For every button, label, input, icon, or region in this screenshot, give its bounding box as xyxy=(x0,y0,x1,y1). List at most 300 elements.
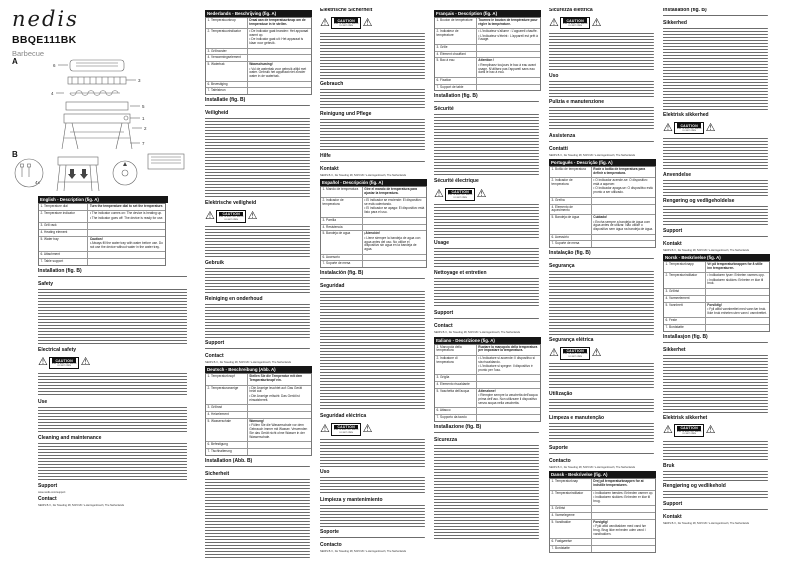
table-row xyxy=(664,318,769,325)
part-description xyxy=(248,49,311,55)
table-row xyxy=(435,375,540,382)
caution-title: CAUTION xyxy=(52,358,76,363)
svg-text:3: 3 xyxy=(138,78,141,83)
part-description xyxy=(592,539,655,545)
caution-open-line: DO NOT OPEN xyxy=(339,25,353,28)
table-row xyxy=(206,88,311,94)
section-contact-it: Contatti xyxy=(549,146,568,152)
table-row xyxy=(39,211,165,223)
figure-b-label: B xyxy=(12,150,18,159)
table-row xyxy=(39,204,165,211)
body-text-placeholder xyxy=(549,453,656,456)
svg-text:4: 4 xyxy=(51,91,54,96)
part-description: • The indicator comes on: The device is heating up. • The indicator goes off: The device is ready for use. xyxy=(89,211,164,220)
svg-text:7: 7 xyxy=(142,141,145,146)
body-text-placeholder xyxy=(434,101,541,104)
contact-address: NEDIS B.V., De Tweeling 28, 5215 MC 's-Hertogenbosch, The Netherlands xyxy=(320,174,407,177)
description-table-nl xyxy=(205,17,312,95)
table-row xyxy=(550,205,655,216)
body-text-placeholder xyxy=(663,471,770,481)
caution-risk-line: RISK OF ELECTRIC SHOCK xyxy=(51,362,77,365)
table-row xyxy=(550,513,655,520)
body-text-placeholder xyxy=(663,15,770,18)
part-label: 1. Botão de temperatura xyxy=(550,167,592,177)
part-label: 2. Temperaturindikator xyxy=(550,491,592,506)
caution-warning-box xyxy=(38,355,190,371)
part-description: Attention ! • Remplissez toujours le bac à eau avant usage. N'utilisez pas l'appareil sans eau dans le bac à eau. xyxy=(478,58,536,75)
section-cleaning-da: Rengøring og vedligeholdelse xyxy=(663,198,735,204)
section-support-it: Assistenza xyxy=(549,133,576,139)
figure-b-illustration xyxy=(8,152,190,194)
warning-triangle-icon: ⚠ xyxy=(320,422,330,435)
part-label: 5. Bandeja de agua xyxy=(321,231,363,253)
figure-a-illustration xyxy=(38,58,170,152)
table-row xyxy=(435,415,540,421)
table-row xyxy=(664,289,769,296)
column-5 xyxy=(663,8,770,560)
part-description: • L'indicatore si accende: Il dispositivo si sta riscaldando. • L'indicatore si spegne: Il dispositivo è pronto per l'uso. xyxy=(478,355,535,372)
part-label: 4. Heizelement xyxy=(206,412,248,418)
section-contact-de: Kontakt xyxy=(320,166,339,172)
part-description xyxy=(592,506,655,512)
part-description: Ruotare la manopola della temperatura per impostare la temperatura. xyxy=(478,344,538,353)
part-label: 6. Bevestiging xyxy=(206,82,248,88)
part-label: 7. Soporte de mesa xyxy=(321,261,363,267)
part-description: • El indicador se enciende: El dispositivo se está calentando. • El indicador se apaga: El dispositivo está listo para el uso. xyxy=(364,198,425,215)
description-table-no xyxy=(663,261,770,332)
section-electrical-safety-es: Seguridad eléctrica xyxy=(320,413,367,420)
body-text-placeholder xyxy=(38,443,190,481)
caution-label-box xyxy=(445,188,475,201)
part-description: Rode o botão de temperatura para definir a temperatura. xyxy=(593,167,646,175)
body-text-placeholder xyxy=(320,278,427,281)
body-text-placeholder xyxy=(38,373,190,397)
part-description: • Die Anzeige leuchtet auf: Das Gerät heizt auf. • Die Anzeige erlischt: Das Gerät ist einsatzbereit. xyxy=(249,385,302,402)
part-label: 3. Griglia xyxy=(435,375,477,381)
part-label: 5. Wasserschale xyxy=(206,419,248,441)
table-row xyxy=(550,546,655,552)
body-text-placeholder xyxy=(663,28,770,110)
section-use-en: Use xyxy=(38,398,48,405)
body-text-placeholder xyxy=(38,276,190,279)
part-label: 6. Accesorio xyxy=(321,255,363,261)
table-row xyxy=(550,235,655,242)
table-row xyxy=(550,198,655,205)
body-text-placeholder xyxy=(549,399,656,413)
caution-warning-box xyxy=(549,345,656,361)
part-description xyxy=(248,449,311,455)
caution-warning-box xyxy=(663,423,770,439)
table-row xyxy=(39,223,165,230)
section-contact-es: Contacto xyxy=(320,542,342,549)
body-text-placeholder xyxy=(320,537,427,540)
warning-triangle-icon: ⚠ xyxy=(591,346,602,359)
caution-title: CAUTION xyxy=(334,425,358,430)
section-support-nl: Support xyxy=(205,340,225,347)
body-text-placeholder xyxy=(434,248,541,268)
section-installation-en: Installation (fig. B) xyxy=(38,267,82,274)
body-text-placeholder xyxy=(663,342,770,345)
caution-risk-line: RISK OF ELECTRIC SHOCK xyxy=(562,23,588,26)
part-description xyxy=(248,88,311,94)
description-table-da xyxy=(549,478,656,552)
part-description xyxy=(88,259,165,265)
section-use-no: Bruk xyxy=(663,462,675,469)
part-description: Forsigtig! • Fyld altid vandbakken med vand før brug. Brug ikke enheden uden vand i vandbakken. xyxy=(593,519,646,536)
body-text-placeholder xyxy=(205,479,312,560)
part-description xyxy=(706,289,769,295)
body-text-placeholder xyxy=(663,491,770,499)
warning-triangle-icon: ⚠ xyxy=(434,187,444,200)
table-row xyxy=(206,449,311,455)
caution-open-line: DO NOT OPEN xyxy=(568,355,582,358)
table-row xyxy=(550,539,655,546)
section-safety-da: Sikkerhed xyxy=(663,20,687,26)
table-row xyxy=(550,178,655,197)
part-label: 3. Grillrost xyxy=(206,405,248,411)
body-text-placeholder xyxy=(663,206,770,226)
description-table-pt xyxy=(549,166,656,248)
contact-address: NEDIS B.V., De Tweeling 28, 5215 MC 's-Hertogenbosch, The Netherlands xyxy=(434,331,521,335)
part-description xyxy=(706,325,769,331)
body-text-placeholder xyxy=(434,204,541,238)
support-url: www.nedis.com/support xyxy=(38,490,66,494)
part-description: Tournez le bouton de température pour régler la température. xyxy=(478,18,538,26)
caution-risk-line: RISK OF ELECTRIC SHOCK xyxy=(333,429,359,432)
part-label: 4. Elemento de aquecimento xyxy=(550,205,592,215)
table-row xyxy=(435,85,540,91)
part-label: 7. Tischhalterung xyxy=(206,449,248,455)
table-row xyxy=(321,255,426,262)
caution-warning-box xyxy=(320,421,427,437)
model-number: BBQE111BK xyxy=(12,34,77,46)
section-use-da: Anvendelse xyxy=(663,172,692,178)
part-label: 1. Bouton de température xyxy=(435,18,477,28)
table-row xyxy=(206,18,311,29)
caution-label-box xyxy=(560,17,590,30)
section-use-it: Uso xyxy=(549,73,559,79)
section-electrical-safety-pt: Segurança elétrica xyxy=(549,337,594,344)
caution-label-box xyxy=(331,423,361,436)
part-description xyxy=(248,412,311,418)
part-label: 7. Tafelsteun xyxy=(206,88,248,94)
part-description xyxy=(592,546,655,552)
part-label: 4. Heating element xyxy=(39,230,88,236)
section-cleaning-pt: Limpeza e manutenção xyxy=(549,415,605,422)
section-safety-de: Sicherheit xyxy=(205,470,230,477)
part-description xyxy=(363,261,426,267)
section-installation-pt: Instalação (fig. B) xyxy=(549,250,591,257)
caution-warning-box xyxy=(320,15,427,31)
part-label: 6. Acessório xyxy=(550,235,592,241)
section-installation-no: Installasjon (fig. B) xyxy=(663,333,708,340)
part-description xyxy=(248,55,311,61)
table-row xyxy=(321,231,426,254)
caution-open-line: DO NOT OPEN xyxy=(453,196,467,199)
body-text-placeholder xyxy=(38,289,190,345)
warning-triangle-icon: ⚠ xyxy=(38,356,48,369)
caution-open-line: DO NOT OPEN xyxy=(682,433,696,436)
body-text-placeholder xyxy=(320,439,427,467)
part-label: 5. Vannbrett xyxy=(664,303,706,318)
part-description: Turn the temperature dial to set the temperature. xyxy=(89,204,164,208)
product-name: Barbecue xyxy=(12,49,45,58)
warning-triangle-icon: ⚠ xyxy=(247,209,258,222)
table-row xyxy=(206,62,311,81)
section-support-da: Support xyxy=(663,228,683,234)
body-text-placeholder xyxy=(205,226,312,258)
lang-header-it: Italiano - Descrizione (fig. A) xyxy=(434,337,541,344)
part-description: Vri på temperaturknappen for å stille inn temperaturen. xyxy=(707,262,763,270)
part-label: 1. Mando de temperatura xyxy=(321,187,363,197)
part-label: 7. Bordstøtte xyxy=(664,325,706,331)
part-label: 4. Varmelegeme xyxy=(550,513,592,519)
part-label: 1. Temperatuurknop xyxy=(206,18,248,28)
part-description: • Indikatoren lyser: Enheten varmes opp. • Indikatoren slukkes: Enheten er klar til bruk. xyxy=(707,273,765,286)
body-text-placeholder xyxy=(663,441,770,461)
warning-triangle-icon: ⚠ xyxy=(320,16,330,29)
part-label: 1. Temperature dial xyxy=(39,204,88,210)
part-label: 6. Attachment xyxy=(39,252,88,258)
warning-triangle-icon: ⚠ xyxy=(591,16,602,29)
caution-risk-line: RISK OF ELECTRIC SHOCK xyxy=(562,353,588,356)
caution-open-line: DO NOT OPEN xyxy=(339,431,353,434)
section-use-fr: Usage xyxy=(434,240,450,247)
table-row xyxy=(206,412,311,419)
caution-label-box xyxy=(331,17,361,30)
screw-count-label: 4x xyxy=(35,180,40,185)
part-label: 6. Befestigung xyxy=(206,442,248,448)
section-installation-fr: Installation (fig. B) xyxy=(434,93,478,100)
table-row xyxy=(550,241,655,247)
part-description xyxy=(706,296,769,302)
body-text-placeholder xyxy=(320,33,427,79)
table-row xyxy=(206,55,311,62)
part-label: 2. Indicatore di temperatura xyxy=(435,356,477,374)
body-text-placeholder xyxy=(320,119,427,151)
part-label: 3. Grelha xyxy=(550,198,592,204)
table-row xyxy=(664,296,769,303)
body-text-placeholder xyxy=(663,509,770,512)
part-description xyxy=(88,252,165,258)
body-text-placeholder xyxy=(320,89,427,109)
lang-header-nl: Nederlands - Beschrijving (fig. A) xyxy=(205,10,312,17)
part-label: 5. Waterbak xyxy=(206,62,248,80)
table-row xyxy=(550,167,655,178)
part-label: 4. Élément chauffant xyxy=(435,52,477,58)
body-text-placeholder xyxy=(549,271,656,335)
table-row xyxy=(435,408,540,415)
section-electrical-safety-nl: Elektrische veiligheid xyxy=(205,200,257,207)
body-text-placeholder xyxy=(549,81,656,97)
body-text-placeholder xyxy=(205,304,312,338)
lang-header-de: Deutsch - Beschreibung (Abb. A) xyxy=(205,366,312,373)
section-installation-de: Installation (Abb. B) xyxy=(205,457,253,464)
table-row xyxy=(206,29,311,48)
part-description xyxy=(477,408,540,414)
part-description xyxy=(248,405,311,411)
part-description xyxy=(88,230,165,236)
table-row xyxy=(206,442,311,449)
column-1 xyxy=(205,8,312,560)
body-text-placeholder xyxy=(38,407,190,433)
part-label: 5. Vandbakke xyxy=(550,520,592,538)
caution-risk-line: RISK OF ELECTRIC SHOCK xyxy=(676,128,702,131)
part-description: Attenzione! • Riempire sempre la vaschetta dell'acqua prima dell'uso. Non utilizzare il dispositivo senza acqua nella vaschetta. xyxy=(478,388,538,405)
table-row xyxy=(206,374,311,385)
part-label: 5. Vaschetta dell'acqua xyxy=(435,389,477,407)
part-label: 6. Attacco xyxy=(435,408,477,414)
body-text-placeholder xyxy=(663,138,770,170)
lang-header-en: English - Description (fig. A) xyxy=(38,196,168,203)
table-row xyxy=(435,356,540,375)
description-table-fr xyxy=(434,17,541,91)
caution-title: CAUTION xyxy=(677,426,701,431)
part-description: • O indicador acende-se: O dispositivo está a aquecer. • O indicador apaga-se: O dispositivo está pronto a ser utilizado. xyxy=(593,178,653,195)
section-safety-nl: Veiligheid xyxy=(205,110,229,117)
part-label: 5. Bac à eau xyxy=(435,58,477,76)
part-label: 2. Temperature indicator xyxy=(39,211,88,222)
part-label: 1. Temperaturknopf xyxy=(206,374,248,384)
table-row xyxy=(550,491,655,507)
contact-address: NEDIS B.V., De Tweeling 28, 5215 MC 's-Hertogenbosch, The Netherlands xyxy=(663,521,750,525)
description-table-it xyxy=(434,344,541,422)
part-description xyxy=(477,52,540,58)
table-row xyxy=(321,261,426,267)
part-description xyxy=(592,241,655,247)
table-row xyxy=(321,198,426,217)
part-label: 4. Verwarmingselement xyxy=(206,55,248,61)
section-cleaning-no: Rengjøring og vedlikehold xyxy=(663,482,726,489)
part-label: 3. Grillrist xyxy=(550,506,592,512)
caution-label-box xyxy=(674,122,704,135)
nedis-logo: nedis xyxy=(12,7,79,31)
body-text-placeholder xyxy=(434,114,541,176)
description-table-de xyxy=(205,373,312,455)
section-support-en: Support xyxy=(38,482,58,489)
table-row xyxy=(206,419,311,442)
caution-title: CAUTION xyxy=(334,18,358,23)
body-text-placeholder xyxy=(549,423,656,443)
section-use-de: Gebrauch xyxy=(320,81,344,87)
table-row xyxy=(206,49,311,56)
part-label: 2. Temperaturindikator xyxy=(664,273,706,288)
table-row xyxy=(550,479,655,490)
body-text-placeholder xyxy=(549,363,656,389)
part-description: Warnung! • Füllen Sie die Wasserschale vor dem Gebrauch immer mit Wasser. Verwenden Sie das Gerät nicht ohne Wasser in der Wasserschale. xyxy=(249,418,308,439)
part-description: ¡Atención! • Llene siempre la bandeja de agua con agua antes del uso. No utilice el dispositivo sin agua en la bandeja de agua. xyxy=(364,231,421,252)
lang-header-es: Español - Descripción (fig. A) xyxy=(320,179,427,186)
section-safety-es: Seguridad xyxy=(320,283,345,290)
section-electrical-safety-it: Sicurezza elettrica xyxy=(549,8,593,13)
part-label: 3. Parrilla xyxy=(321,218,363,224)
table-row xyxy=(435,45,540,52)
section-support-pt: Suporte xyxy=(549,445,568,452)
part-label: 1. Temperaturknapp xyxy=(664,262,706,272)
table-row xyxy=(435,389,540,408)
body-text-placeholder xyxy=(320,291,427,411)
body-text-placeholder xyxy=(320,505,427,527)
section-installation-it: Installazione (fig. B) xyxy=(434,423,482,430)
part-label: 3. Grille xyxy=(435,45,477,51)
body-text-placeholder xyxy=(205,466,312,469)
caution-title: CAUTION xyxy=(219,212,243,217)
section-electrical-safety-de: Elektrische Sicherheit xyxy=(320,8,373,13)
table-row xyxy=(39,230,165,237)
section-support-fr: Support xyxy=(434,310,454,317)
table-row xyxy=(321,218,426,225)
part-label: 7. Supporto da tavolo xyxy=(435,415,477,421)
section-electrical-safety-en: Electrical safety xyxy=(38,346,77,353)
body-text-placeholder xyxy=(205,118,312,198)
part-label: 2. Temperaturanzeige xyxy=(206,386,248,404)
part-label: 2. Indicador de temperatura xyxy=(550,178,592,196)
section-cleaning-nl: Reiniging en onderhoud xyxy=(205,296,263,303)
description-table-en xyxy=(38,203,166,266)
part-description: • De indicator gaat branden: Het apparaat warmt op. • De indicator gaat uit: Het apparaat is klaar voor gebruik. xyxy=(249,29,309,46)
section-contact-nl: Contact xyxy=(205,353,224,360)
table-row xyxy=(435,382,540,389)
table-row xyxy=(435,345,540,356)
section-safety-no: Sikkerhet xyxy=(663,346,686,353)
column-2 xyxy=(320,8,427,560)
contact-address: NEDIS B.V., De Tweeling 28, 5215 MC 's-Hertogenbosch, The Netherlands xyxy=(549,466,636,470)
part-label: 6. Feste xyxy=(664,318,706,324)
table-row xyxy=(550,520,655,539)
part-description: Caution! • Always fill the water tray with water before use. Do not use the device without water in the water tray. xyxy=(89,236,163,249)
section-installation-es: Instalación (fig. B) xyxy=(320,270,364,277)
section-cleaning-en: Cleaning and maintenance xyxy=(38,434,102,441)
table-row xyxy=(550,506,655,513)
part-label: 6. Fastgørelse xyxy=(550,539,592,545)
part-description xyxy=(477,415,540,421)
section-cleaning-de: Reinigung und Pflege xyxy=(320,111,372,117)
part-description xyxy=(477,85,540,91)
body-text-placeholder xyxy=(549,107,656,131)
part-description: Waarschuwing! • Vul de waterbak voor gebruik altijd met water. Gebruik het apparaat niet zonder water in de waterbak. xyxy=(249,62,307,79)
part-description xyxy=(477,78,540,84)
warning-triangle-icon: ⚠ xyxy=(705,424,716,437)
part-description: Draai aan de temperatuurknop om de temperatuur in te stellen. xyxy=(249,18,306,26)
caution-open-line: DO NOT OPEN xyxy=(682,130,696,133)
svg-text:2: 2 xyxy=(144,126,147,131)
part-label: 6. Fixation xyxy=(435,78,477,84)
part-label: 3. Grill rack xyxy=(39,223,88,229)
body-text-placeholder xyxy=(205,105,312,108)
section-use-pt: Utilização xyxy=(549,391,573,398)
caution-label-box xyxy=(674,424,704,437)
table-row xyxy=(664,262,769,273)
part-description xyxy=(477,45,540,51)
section-safety-it: Sicurezza xyxy=(434,436,458,443)
body-text-placeholder xyxy=(320,161,427,164)
section-electrical-safety-fr: Sécurité électrique xyxy=(434,178,479,185)
part-label: 3. Grillrist xyxy=(664,289,706,295)
part-label: 5. Bandeja de água xyxy=(550,215,592,233)
section-contact-fr: Contact xyxy=(434,323,453,330)
body-text-placeholder xyxy=(549,258,656,261)
contact-address: NEDIS B.V., De Tweeling 28, 5215 MC 's-Hertogenbosch, The Netherlands xyxy=(663,249,750,252)
column-3 xyxy=(434,8,541,560)
table-row xyxy=(435,78,540,85)
table-row xyxy=(435,18,540,29)
body-text-placeholder xyxy=(663,180,770,196)
warning-triangle-icon: ⚠ xyxy=(362,422,373,435)
part-label: 7. Support de table xyxy=(435,85,477,91)
section-contact-pt: Contacto xyxy=(549,458,571,465)
part-description xyxy=(248,442,311,448)
body-text-placeholder xyxy=(320,477,427,495)
